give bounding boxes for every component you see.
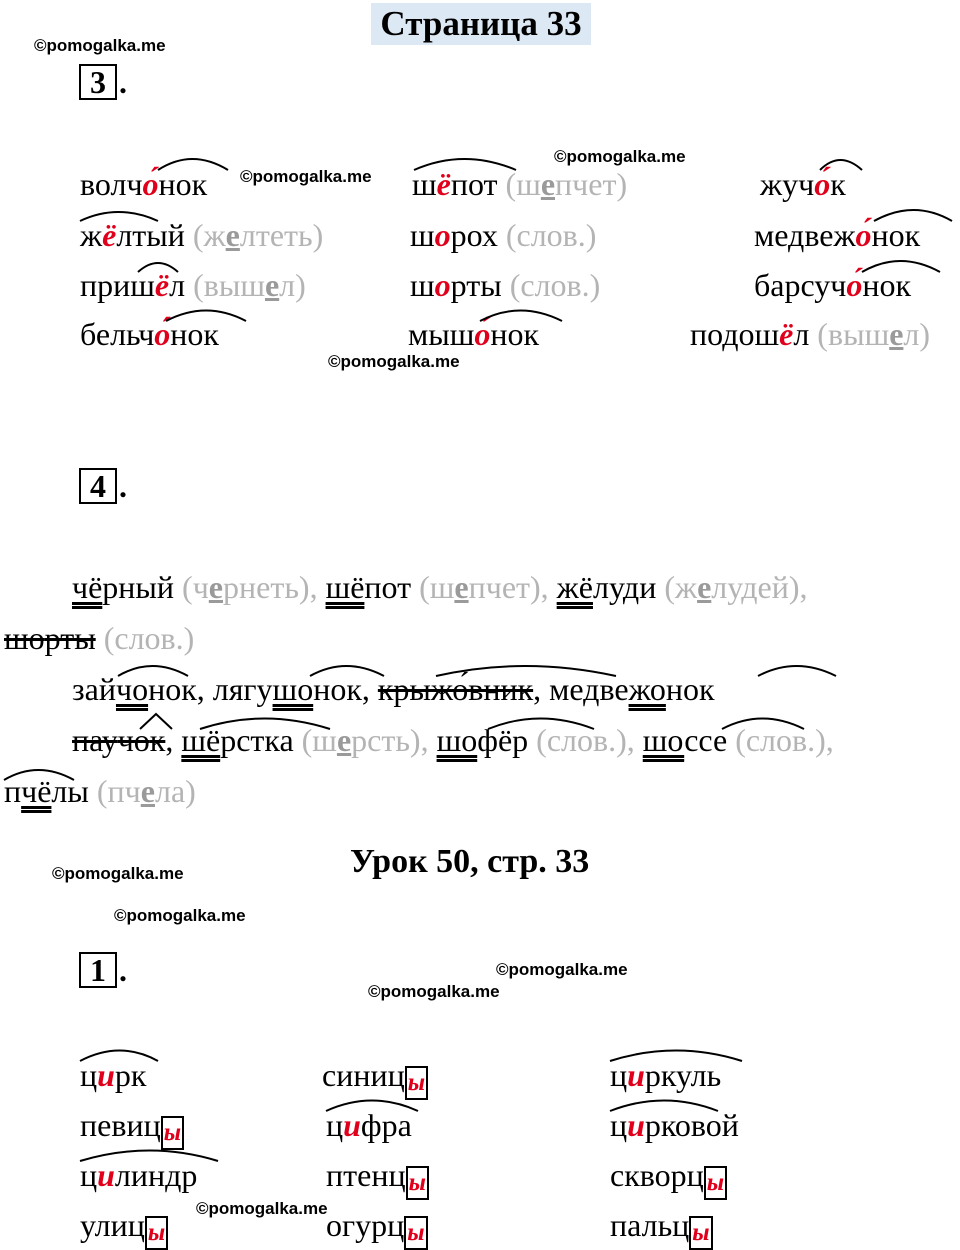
watermark: ©pomogalka.me [52,864,184,883]
task-number-dot: . [119,64,127,100]
word: цирковой [610,1107,739,1143]
word: цирк [80,1057,147,1093]
text-line: пчёлы (пчела) [4,773,196,809]
root-arc [0,0,960,420]
word: бельчо́нок [80,316,219,352]
watermark: ©pomogalka.me [114,906,246,925]
lesson-heading: Урок 50, стр. 33 [350,843,590,880]
word: пальц ы [610,1205,713,1250]
word: цилиндр [80,1157,198,1193]
word: жёлтый (желтеть) [80,217,324,253]
word: жучо́к [760,166,846,202]
watermark: ©pomogalka.me [196,1199,328,1218]
word: шорты (слов.) [410,267,601,303]
word: скворц ы [610,1155,727,1200]
word: пришёл (вышел) [80,267,306,303]
word: волчо́нок [80,166,208,202]
task-number-box: 1 [79,952,117,988]
word: улиц ы [80,1205,168,1250]
watermark: ©pomogalka.me [496,960,628,979]
text-line: паучок, шёрстка (шерсть), шофёр (слов.), шоссе (слов.), [72,722,834,758]
word: циркуль [610,1057,722,1093]
word: шорох (слов.) [410,217,597,253]
word: мышо́нок [408,316,540,352]
task-number-box: 3 [79,64,117,100]
word: птенц ы [326,1155,429,1200]
watermark: ©pomogalka.me [328,352,460,371]
text-line: чёрный (чернеть), шёпот (шепчет), жёлуди (желудей), [72,569,808,605]
page-title: Страница 33 [371,3,591,45]
watermark: ©pomogalka.me [554,147,686,166]
root-arc [0,1030,960,1200]
word: подошёл (вышел) [690,316,931,352]
text-line: зайчонок, лягушонок, крыжо́вник, медвежонок [72,671,715,707]
task-number-dot: . [119,952,127,988]
root-arc [0,640,960,800]
task-number-box: 4 [79,468,117,504]
watermark: ©pomogalka.me [240,167,372,186]
word: медвежо́нок [754,217,921,253]
task-number-dot: . [119,468,127,504]
word: барсучо́нок [754,267,912,303]
watermark: ©pomogalka.me [34,36,166,55]
word: певиц ы [80,1105,184,1150]
word: огурц ы [326,1205,428,1250]
watermark: ©pomogalka.me [368,982,500,1001]
word: синиц ы [322,1055,428,1100]
word: шёпот (шепчет) [412,166,628,202]
word: цифра [326,1107,412,1143]
text-line: шорты (слов.) [4,620,195,656]
